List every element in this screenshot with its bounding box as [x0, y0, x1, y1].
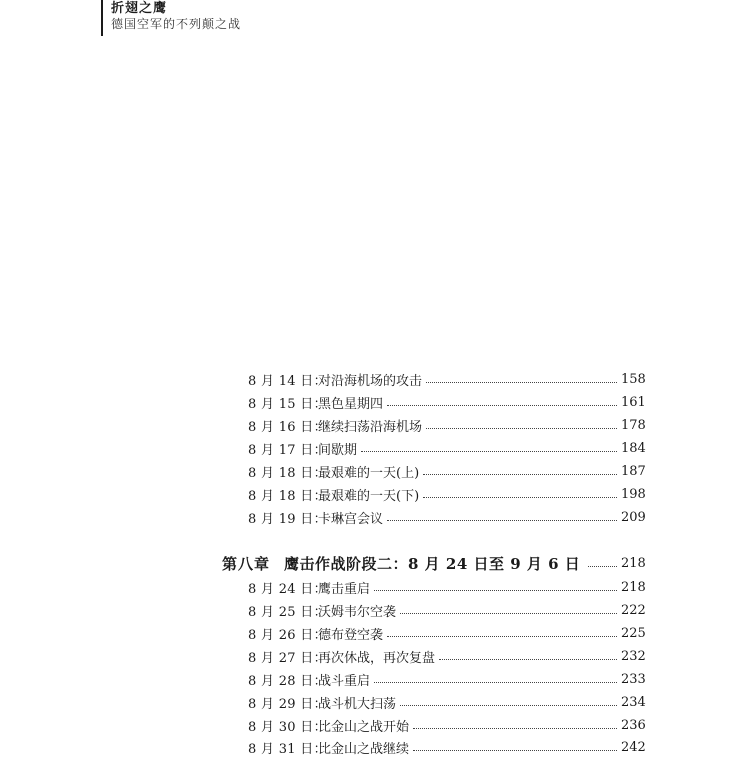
toc-entry-title: 再次休战，再次复盘 — [318, 650, 436, 666]
toc-entry-title: 间歇期 — [318, 442, 358, 458]
toc-entry-page: 236 — [621, 717, 646, 733]
dot-leader — [387, 404, 617, 406]
dot-leader — [423, 496, 617, 498]
chapter-title: 鹰击作战阶段二：8 月 24 日至 9 月 6 日 — [284, 554, 581, 573]
dot-leader — [439, 658, 617, 660]
toc-entry-page: 178 — [621, 417, 646, 433]
dot-leader — [423, 473, 617, 475]
toc-entry-date: 8 月 31 日： — [248, 741, 327, 757]
toc-entry-date: 8 月 30 日： — [248, 719, 327, 735]
toc-entry-title: 最艰难的一天(上) — [318, 465, 420, 481]
dot-leader — [400, 704, 617, 706]
toc-entry[interactable] — [248, 506, 645, 528]
dot-leader — [361, 450, 617, 452]
toc-entry[interactable] — [248, 668, 645, 690]
toc-entry-title: 沃姆韦尔空袭 — [318, 604, 397, 620]
toc-entry-title: 对沿海机场的攻击 — [318, 373, 423, 389]
dot-leader — [374, 589, 617, 591]
toc-entry[interactable] — [248, 391, 645, 413]
toc-entry-title: 继续扫荡沿海机场 — [318, 419, 423, 435]
toc-entry-date: 8 月 24 日： — [248, 581, 327, 597]
toc-entry-title: 鹰击重启 — [318, 581, 371, 597]
toc-entry[interactable] — [248, 599, 645, 621]
toc-entry-page: 187 — [621, 463, 646, 479]
toc-entry-date: 8 月 26 日： — [248, 627, 327, 643]
toc-entry[interactable] — [248, 437, 645, 459]
toc-entry-page: 222 — [621, 602, 646, 618]
toc-entry[interactable] — [248, 714, 645, 736]
toc-entry-page: 232 — [621, 648, 646, 664]
toc-entry-date: 8 月 29 日： — [248, 696, 327, 712]
dot-leader — [400, 612, 617, 614]
book-title: 折翅之鹰 — [111, 1, 168, 16]
toc-entry-date: 8 月 28 日： — [248, 673, 327, 689]
toc-entry[interactable] — [248, 368, 645, 390]
book-subtitle: 德国空军的不列颠之战 — [111, 17, 242, 31]
toc-entry-page: 225 — [621, 625, 646, 641]
toc-entry-title: 比金山之战继续 — [318, 741, 410, 757]
toc-entry-title: 战斗重启 — [318, 673, 371, 689]
toc-entry-title: 比金山之战开始 — [318, 719, 410, 735]
toc-entry-date: 8 月 19 日： — [248, 511, 327, 527]
toc-entry-page: 184 — [621, 440, 646, 456]
toc-entry-page: 198 — [621, 486, 646, 502]
toc-entry-page: 234 — [621, 694, 646, 710]
toc-entry-date: 8 月 18 日： — [248, 465, 327, 481]
toc-entry-date: 8 月 15 日： — [248, 396, 327, 412]
toc-entry[interactable] — [248, 736, 645, 758]
toc-entry-date: 8 月 17 日： — [248, 442, 327, 458]
toc-entry[interactable] — [248, 622, 645, 644]
dot-leader — [588, 565, 617, 567]
toc-entry[interactable] — [248, 691, 645, 713]
dot-leader — [387, 635, 617, 637]
toc-entry-title: 战斗机大扫荡 — [318, 696, 397, 712]
toc-entry-date: 8 月 25 日： — [248, 604, 327, 620]
toc-entry[interactable] — [248, 483, 645, 505]
chapter-page: 218 — [621, 555, 646, 571]
dot-leader — [426, 381, 617, 383]
header-rule — [101, 0, 103, 36]
toc-entry-date: 8 月 16 日： — [248, 419, 327, 435]
dot-leader — [413, 749, 617, 751]
toc-entry-date: 8 月 27 日： — [248, 650, 327, 666]
toc-entry-page: 209 — [621, 509, 646, 525]
toc-entry-title: 最艰难的一天(下) — [318, 488, 420, 504]
toc-entry-title: 卡琳宫会议 — [318, 511, 384, 527]
toc-entry[interactable] — [248, 645, 645, 667]
toc-entry-page: 158 — [621, 371, 646, 387]
toc-entry-page: 233 — [621, 671, 646, 687]
toc-entry-page: 161 — [621, 394, 646, 410]
toc-entry[interactable] — [248, 414, 645, 436]
dot-leader — [426, 427, 617, 429]
dot-leader — [387, 519, 617, 521]
running-header — [101, 0, 401, 36]
toc-entry[interactable] — [248, 576, 645, 598]
toc-entry-title: 德布登空袭 — [318, 627, 384, 643]
toc-entry-page: 218 — [621, 579, 646, 595]
toc-chapter-heading[interactable] — [222, 550, 645, 576]
chapter-number: 第八章 — [222, 554, 271, 573]
toc-entry[interactable] — [248, 460, 645, 482]
toc-entry-date: 8 月 14 日： — [248, 373, 327, 389]
toc-entry-title: 黑色星期四 — [318, 396, 384, 412]
dot-leader — [374, 681, 617, 683]
dot-leader — [413, 727, 617, 729]
toc-entry-page: 242 — [621, 739, 646, 755]
toc-entry-date: 8 月 18 日： — [248, 488, 327, 504]
